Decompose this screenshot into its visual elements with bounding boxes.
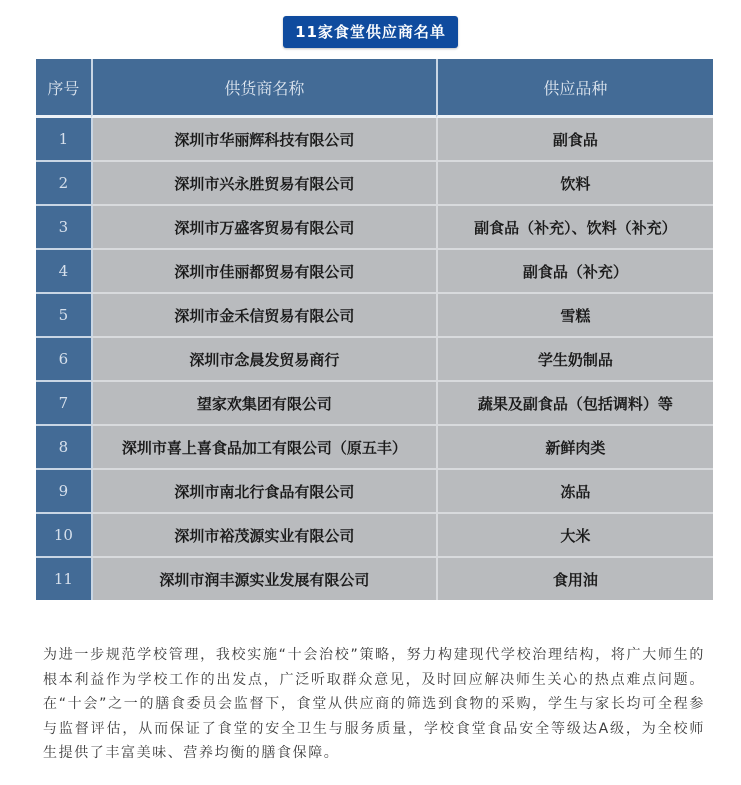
supplier-name: 深圳市念晨发贸易商行 <box>91 338 436 382</box>
title-wrap <box>0 16 741 48</box>
supplier-name: 深圳市华丽辉科技有限公司 <box>91 118 436 162</box>
supply-item: 饮料 <box>436 162 713 206</box>
table-row <box>36 338 713 382</box>
table-row <box>36 162 713 206</box>
supply-item: 食用油 <box>436 558 713 600</box>
row-index: 10 <box>36 514 91 558</box>
body-paragraph: 为进一步规范学校管理，我校实施“十会治校”策略，努力构建现代学校治理结构，将广大师生的根本利益作为学校工作的出发点，广泛听取群众意见，及时回应解决师生关心的热点难点问题。在“十会”之一的膳食委员会监督下，食堂从供应商的筛选到食物的采购，学生与家长均可全程参与监督评估，从而保证了食堂的安全卫生与服务质量，学校食堂食品安全等级达A级，为全校师生提供了丰富美味、营养均衡的膳食保障。 <box>43 647 705 762</box>
table-row <box>36 426 713 470</box>
row-index: 5 <box>36 294 91 338</box>
table-row <box>36 470 713 514</box>
supply-item: 冻品 <box>436 470 713 514</box>
supply-item: 蔬果及副食品（包括调料）等 <box>436 382 713 426</box>
row-index: 2 <box>36 162 91 206</box>
page-title: 11家食堂供应商名单 <box>283 16 458 48</box>
header-supplier-name: 供货商名称 <box>91 59 436 118</box>
table-row <box>36 294 713 338</box>
header-index: 序号 <box>36 59 91 118</box>
table-row <box>36 118 713 162</box>
table-row <box>36 514 713 558</box>
row-index: 11 <box>36 558 91 600</box>
supplier-name: 深圳市兴永胜贸易有限公司 <box>91 162 436 206</box>
supplier-name: 望家欢集团有限公司 <box>91 382 436 426</box>
table-row <box>36 206 713 250</box>
supplier-name: 深圳市万盛客贸易有限公司 <box>91 206 436 250</box>
table-header-row <box>36 59 713 118</box>
supply-item: 副食品（补充） <box>436 250 713 294</box>
row-index: 7 <box>36 382 91 426</box>
supply-item: 副食品（补充）、饮料（补充） <box>436 206 713 250</box>
row-index: 9 <box>36 470 91 514</box>
supply-item: 雪糕 <box>436 294 713 338</box>
row-index: 1 <box>36 118 91 162</box>
table-row <box>36 250 713 294</box>
supplier-table <box>36 59 713 600</box>
supplier-name: 深圳市金禾信贸易有限公司 <box>91 294 436 338</box>
supply-item: 学生奶制品 <box>436 338 713 382</box>
table-row <box>36 382 713 426</box>
table-row <box>36 558 713 600</box>
row-index: 8 <box>36 426 91 470</box>
supplier-name: 深圳市裕茂源实业有限公司 <box>91 514 436 558</box>
supplier-name: 深圳市润丰源实业发展有限公司 <box>91 558 436 600</box>
supplier-name: 深圳市喜上喜食品加工有限公司（原五丰） <box>91 426 436 470</box>
row-index: 4 <box>36 250 91 294</box>
supply-item: 新鲜肉类 <box>436 426 713 470</box>
row-index: 3 <box>36 206 91 250</box>
header-supply-item: 供应品种 <box>436 59 713 118</box>
supplier-name: 深圳市南北行食品有限公司 <box>91 470 436 514</box>
row-index: 6 <box>36 338 91 382</box>
supply-item: 副食品 <box>436 118 713 162</box>
supply-item: 大米 <box>436 514 713 558</box>
supplier-name: 深圳市佳丽都贸易有限公司 <box>91 250 436 294</box>
